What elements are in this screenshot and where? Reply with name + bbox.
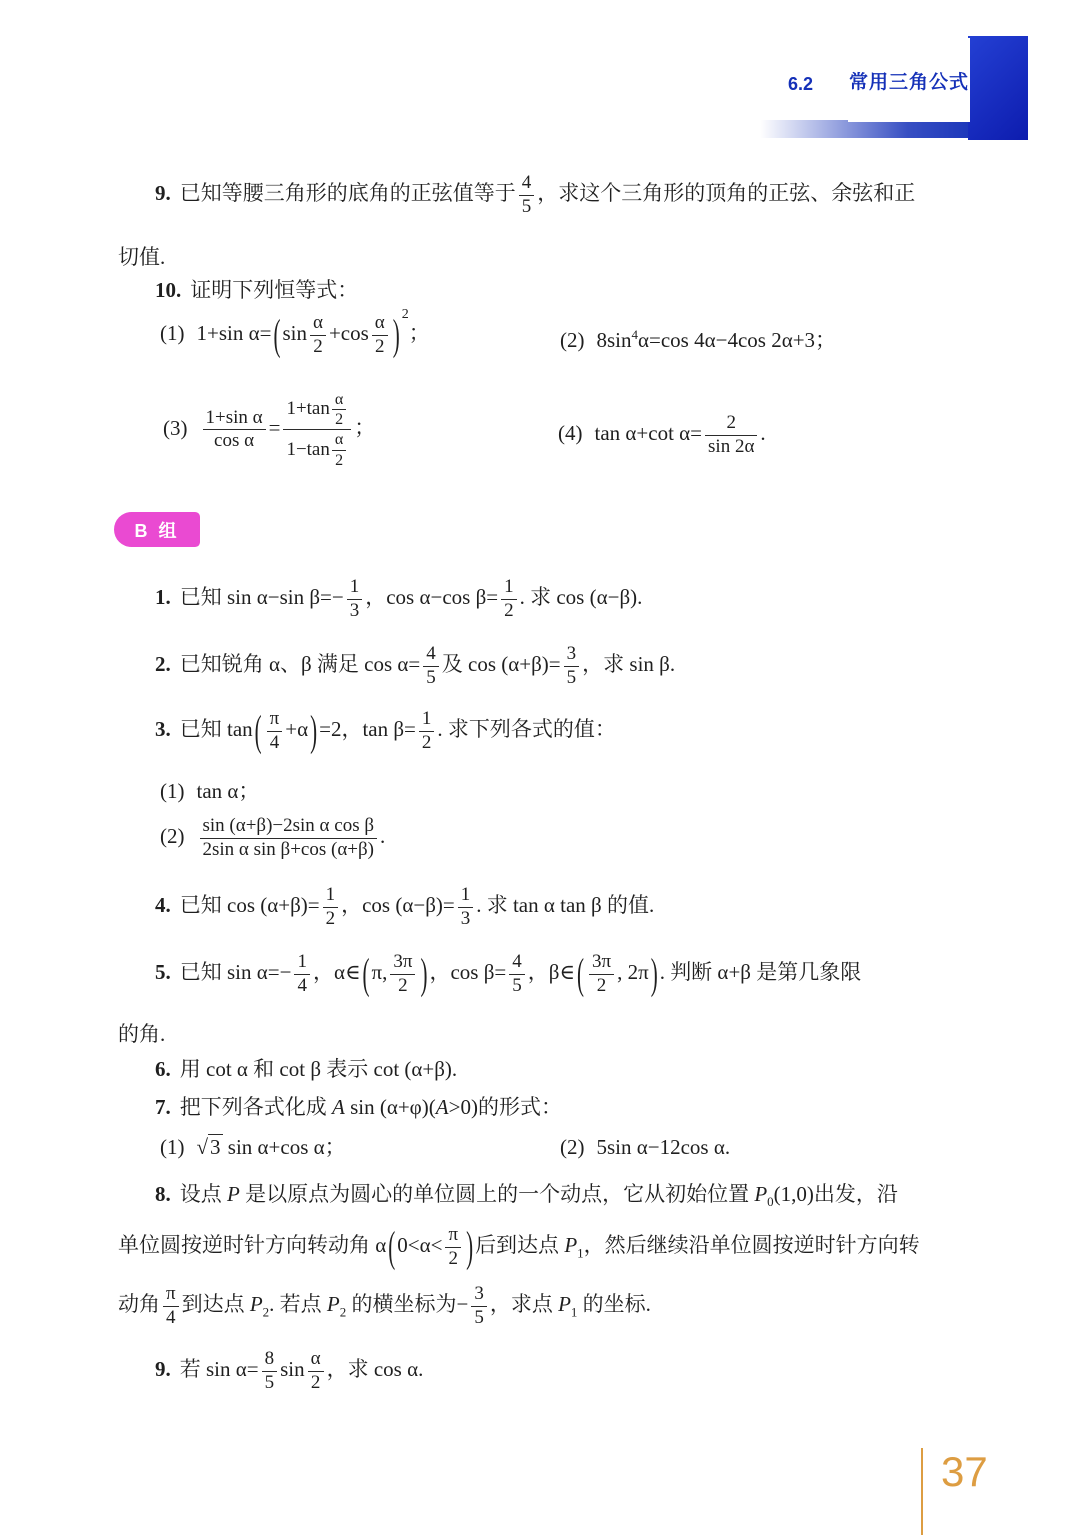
section-number: 6.2 [788, 74, 814, 94]
text-run: 的横坐标为− [346, 1292, 469, 1317]
problem-10-item-3 [163, 390, 375, 470]
text-run: 把下列各式化成 [179, 1095, 332, 1119]
subscript: 1 [577, 1245, 584, 1261]
fraction: $\frac{3}{5}$ [564, 643, 580, 690]
right-paren: ) [466, 1222, 474, 1272]
math-run: . 求 cos (α−β). [519, 585, 643, 610]
radicand: 3 [210, 1135, 221, 1159]
math-run: ，cos α−cos β= [365, 585, 499, 610]
fraction: $\frac{\alpha}{2}$ [308, 1348, 324, 1395]
problem-b9 [155, 1348, 423, 1395]
math-run: 用 cot α 和 cot β 表示 cot (α+β). [179, 1057, 458, 1081]
text-run: . 若点 [269, 1292, 327, 1317]
math-run: . [760, 421, 766, 446]
math-run: ，求 sin β. [582, 652, 676, 677]
math-run: π, [371, 960, 388, 985]
problem-10-intro [155, 276, 358, 304]
math-run: 8sin [596, 328, 632, 352]
subscript: 2 [339, 1304, 347, 1320]
header-blue-block [968, 36, 1028, 140]
left-paren: ( [576, 949, 584, 999]
fraction: $\frac{8}{5}$ [262, 1348, 278, 1395]
right-paren: ) [392, 310, 400, 360]
variable-A: A [332, 1095, 345, 1119]
problem-b7 [155, 1093, 562, 1121]
math-run: ，β∈ [527, 960, 575, 985]
radical-sign: √ [196, 1135, 209, 1159]
item-number: (1) [160, 779, 185, 803]
math-run: sin (α+φ)( [344, 1095, 436, 1119]
math-run: 已知 cos (α+β)= [179, 893, 320, 918]
text-run: 的坐标. [577, 1292, 651, 1317]
math-run: +α [285, 717, 309, 742]
problem-b4 [155, 884, 654, 931]
problem-10-item-1 [160, 307, 430, 360]
problem-10-item-2 [560, 326, 836, 354]
math-run: 0<α< [397, 1233, 443, 1258]
math-run: sin [280, 1357, 305, 1382]
right-paren: ) [310, 706, 318, 756]
problem-number: 4. [155, 893, 171, 918]
problem-b3-item-2 [160, 815, 385, 862]
fraction: $\frac{\pi}{4}$ [267, 708, 283, 755]
exponent: 2 [401, 307, 409, 323]
variable-P: P [558, 1292, 571, 1317]
variable-P: P [326, 1292, 340, 1317]
math-run: = [268, 415, 281, 440]
math-run: 已知锐角 α、β 满足 cos α= [179, 652, 421, 677]
page-number: 37 [941, 1448, 988, 1495]
problem-b8-line-1 [155, 1180, 898, 1211]
group-b-badge [114, 512, 200, 547]
problem-10-item-4 [558, 412, 766, 459]
subscript: 0 [767, 1194, 774, 1210]
problem-number: 9. [155, 1357, 171, 1382]
fraction: $\frac{3}{5}$ [471, 1283, 487, 1330]
text-run: (1,0)出发，沿 [773, 1182, 898, 1206]
text-run: ，求这个三角形的顶角的正弦、余弦和正 [537, 181, 916, 206]
math-run: 1+sin α= [196, 321, 272, 346]
problem-9-line-2 [118, 243, 165, 271]
fraction: $\frac{\pi}{4}$ [163, 1283, 179, 1330]
variable-P: P [227, 1182, 240, 1206]
header-title-box [848, 38, 970, 122]
math-run: ，cos (α−β)= [341, 893, 455, 918]
right-paren: ) [420, 949, 428, 999]
item-number: (4) [558, 421, 583, 446]
math-run: . 求下列各式的值： [437, 717, 616, 742]
problem-number: 3. [155, 717, 171, 742]
math-run: tan α； [196, 779, 260, 803]
fraction: $\frac{4}{5}$ [423, 643, 439, 690]
problem-b1 [155, 576, 642, 623]
footer-rule [921, 1448, 923, 1535]
problem-b8-line-3 [118, 1283, 651, 1330]
fraction [519, 172, 535, 219]
math-run: 已知 sin α−sin β=− [179, 585, 344, 610]
left-paren: ( [362, 949, 370, 999]
problem-number: 8. [155, 1182, 171, 1206]
math-run: ，求 cos α. [326, 1357, 424, 1382]
item-number: (2) [560, 1135, 585, 1159]
math-run: . 求 tan α tan β 的值. [476, 893, 655, 918]
item-number: (1) [160, 321, 185, 346]
text-run: 证明下列恒等式： [190, 278, 359, 302]
problem-b6 [155, 1055, 457, 1083]
math-run: sin α+cos α； [222, 1135, 346, 1159]
item-number: (2) [560, 328, 585, 352]
math-run: tan α+cot α= [594, 421, 703, 446]
problem-number: 2. [155, 652, 171, 677]
variable-P: P [249, 1292, 263, 1317]
text-run: 设点 [179, 1182, 227, 1206]
math-run: 若 sin α= [179, 1357, 259, 1382]
text-run: 是以原点为圆心的单位圆上的一个动点，它从初始位置 [239, 1182, 755, 1206]
fraction: $\frac{\text{sin (α+β)−2sin α cos β}}{\text{2sin α sin β+cos (α+β)}}$ [200, 815, 378, 862]
item-number: (3) [163, 415, 188, 440]
text-run: 单位圆按逆时针方向转动角 α [118, 1233, 387, 1258]
math-run: +cos [328, 321, 369, 346]
math-run: =2，tan β= [319, 717, 416, 742]
inner-fraction: α 2 [332, 430, 346, 469]
item-number: (1) [160, 1135, 185, 1159]
fraction: $\frac{1}{4}$ [294, 951, 310, 998]
math-run: . 判断 α+β 是第几象限 [659, 960, 862, 985]
fraction: $\frac{1}{3}$ [347, 576, 363, 623]
math-run: ，α∈ [312, 960, 361, 985]
problem-number: 1. [155, 585, 171, 610]
text-run: 的角. [118, 1022, 166, 1046]
group-b-label: B 组 [134, 520, 180, 541]
left-paren: ( [388, 1222, 396, 1272]
fraction: $\frac{1}{2}$ [323, 884, 339, 931]
problem-b2 [155, 643, 675, 690]
inner-fraction: α 2 [332, 390, 346, 429]
problem-number: 5. [155, 960, 171, 985]
problem-number: 7. [155, 1095, 171, 1119]
math-run: 已知 tan [179, 717, 253, 742]
text-run: 后到达点 [475, 1233, 565, 1258]
text-run: 切值. [118, 245, 166, 269]
problem-b8-line-2 [118, 1224, 920, 1271]
problem-b7-item-1 [160, 1133, 346, 1161]
fraction: $\frac{1}{3}$ [458, 884, 474, 931]
problem-number: 9. [155, 181, 171, 206]
fraction: $\frac{1}{2}$ [501, 576, 517, 623]
problem-b7-item-2 [560, 1133, 730, 1161]
fraction: $\frac{\text{1+sin α}}{\text{cos α}}$ [203, 407, 266, 454]
fraction: $\frac{\alpha}{2}$ [310, 312, 326, 359]
left-paren: ( [254, 706, 262, 756]
left-paren: ( [273, 310, 281, 360]
item-number: (2) [160, 824, 185, 849]
fraction: $\frac{4}{5}$ [509, 951, 525, 998]
math-run: 已知 sin α=− [179, 960, 292, 985]
math-run: ； [408, 321, 430, 346]
math-run: 及 cos (α+β)= [441, 652, 561, 677]
right-paren: ) [650, 949, 658, 999]
text-run: 到达点 [181, 1292, 250, 1317]
nested-fraction: 1+tan α 2 1−tan α 2 [283, 390, 351, 470]
section-title: 常用三角公式 [848, 71, 969, 93]
text-run: 动角 [118, 1292, 160, 1317]
math-run: ，cos β= [429, 960, 507, 985]
math-run: α=cos 4α−4cos 2α+3； [638, 328, 837, 352]
fraction-denominator: 5 [521, 195, 532, 217]
problem-b3 [155, 708, 616, 755]
text-run: ，然后继续沿单位圆按逆时针方向转 [583, 1233, 920, 1258]
variable-A: A [435, 1095, 449, 1119]
fraction: $\frac{2}{\sin 2\alpha}$ [705, 412, 757, 459]
fraction: $\frac{3\pi}{2}$ [589, 951, 614, 998]
subscript: 2 [262, 1304, 270, 1320]
math-run: 5sin α−12cos α. [596, 1135, 731, 1159]
fraction: $\frac{3\pi}{2}$ [390, 951, 415, 998]
exponent: 4 [631, 327, 639, 342]
problem-number: 10. [155, 278, 182, 302]
variable-P: P [754, 1182, 768, 1206]
text-run: ，求点 [489, 1292, 559, 1317]
problem-b5-line-1 [155, 951, 861, 998]
problem-b5-line-2 [118, 1020, 165, 1048]
fraction-numerator: 4 [519, 172, 535, 196]
text-run: 已知等腰三角形的底角的正弦值等于 [179, 181, 516, 206]
math-run: ； [354, 415, 376, 440]
math-run: , 2π [617, 960, 649, 985]
math-run: sin [282, 321, 307, 346]
variable-P: P [564, 1233, 578, 1258]
math-run: . [380, 824, 386, 849]
fraction: $\frac{\pi}{2}$ [445, 1224, 461, 1271]
problem-9-line-1 [155, 172, 915, 219]
problem-number: 6. [155, 1057, 171, 1081]
problem-b3-item-1 [160, 777, 259, 805]
fraction: $\frac{1}{2}$ [419, 708, 435, 755]
math-run: >0)的形式： [448, 1095, 562, 1119]
fraction: $\frac{\alpha}{2}$ [372, 312, 388, 359]
subscript: 1 [570, 1304, 578, 1320]
